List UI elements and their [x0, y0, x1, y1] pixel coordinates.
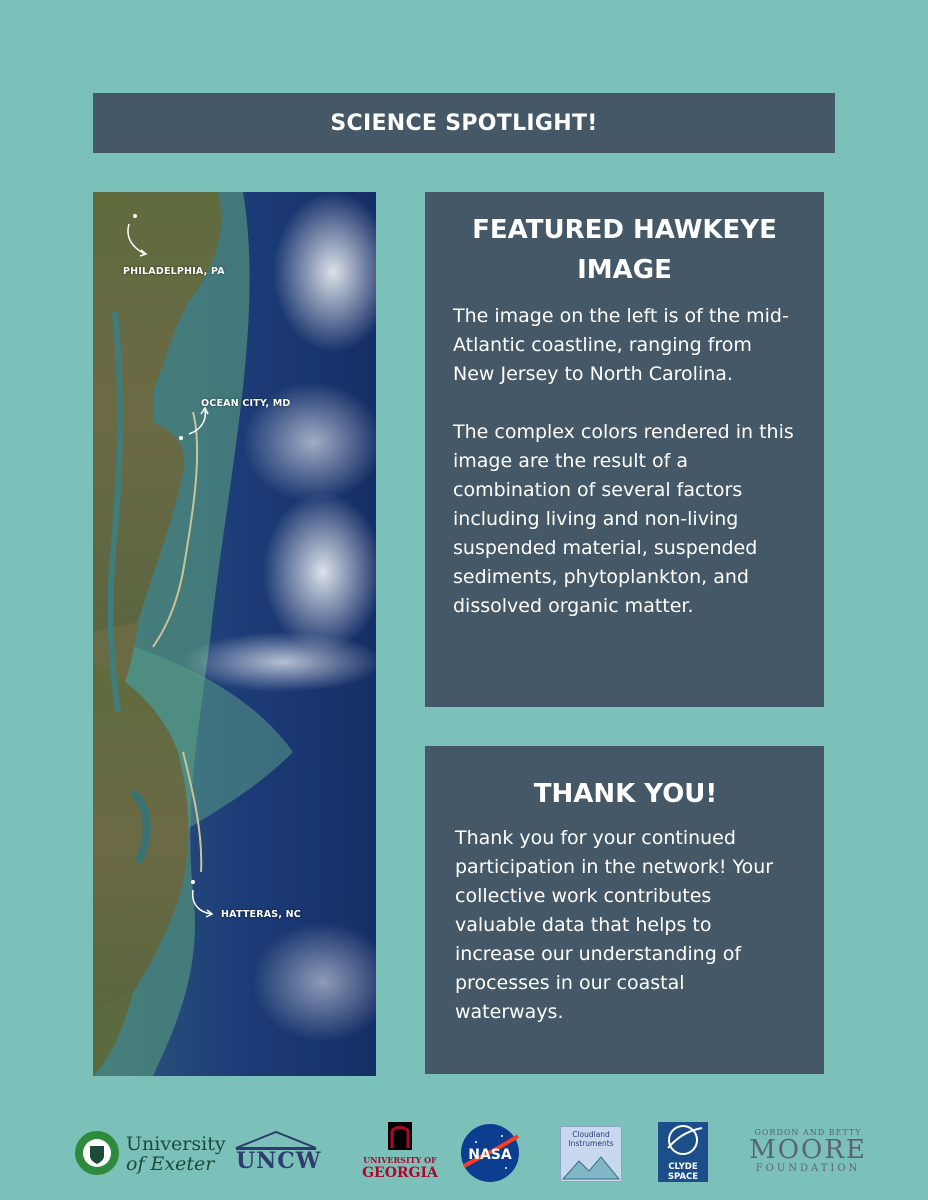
- coastline-illustration: [93, 192, 376, 1076]
- spotlight-banner: [93, 93, 835, 153]
- exeter-wordmark: [126, 1134, 226, 1174]
- uncw-wordmark: UNCW: [236, 1148, 322, 1174]
- uga-arch-icon: [388, 1122, 412, 1150]
- nasa-logo: [458, 1122, 522, 1184]
- uga-logo: [360, 1122, 440, 1184]
- mountain-icon: [561, 1153, 621, 1181]
- banner-title: SCIENCE SPOTLIGHT!: [330, 110, 598, 136]
- clyde-swoosh-icon: [658, 1122, 708, 1158]
- label-ocean-city: OCEAN CITY, MD: [201, 398, 291, 409]
- partner-logos: [60, 1118, 870, 1188]
- thanks-paragraph: Thank you for your continued participation in the network! Your collective work contributes valuable data that helps to increase our understanding of processes in our coastal waterways.: [455, 827, 774, 1023]
- label-hatteras: HATTERAS, NC: [221, 909, 301, 920]
- moore-line2: MOORE: [749, 1135, 867, 1165]
- uga-wordmark: UNIVERSITY OF GEORGIA: [362, 1155, 438, 1181]
- moore-line1: GORDON AND BETTY: [754, 1128, 862, 1137]
- thanks-heading: THANK YOU!: [533, 779, 718, 809]
- clyde-space-logo: [658, 1122, 708, 1182]
- moore-foundation-logo: [748, 1128, 868, 1180]
- label-philadelphia: PHILADELPHIA, PA: [123, 266, 225, 277]
- featured-heading-line1: FEATURED HAWKEYE: [472, 215, 777, 245]
- uncw-logo: [234, 1130, 322, 1178]
- satellite-image: [93, 192, 376, 1076]
- exeter-crest-icon: [74, 1130, 120, 1176]
- moore-line3: FOUNDATION: [755, 1163, 861, 1174]
- clyde-wordmark: CLYDE SPACE: [667, 1162, 699, 1182]
- svg-text:NASA: NASA: [468, 1147, 512, 1163]
- cloudland-logo: [560, 1126, 622, 1182]
- featured-heading-line2: IMAGE: [577, 255, 672, 285]
- exeter-logo: [74, 1128, 224, 1180]
- featured-image-panel: [425, 192, 824, 707]
- nasa-meatball-icon: [458, 1122, 522, 1184]
- featured-paragraph-1: The image on the left is of the mid-Atlantic coastline, ranging from New Jersey to North Carolina.: [453, 305, 789, 385]
- featured-heading: [453, 210, 796, 290]
- thank-you-panel: [425, 746, 824, 1074]
- featured-paragraph-2: The complex colors rendered in this image are the result of a combination of several factors including living and non-living suspended material, suspended sediments, phytoplankton, and dissolved organic matter.: [453, 421, 794, 617]
- uncw-pediment-icon: [234, 1130, 318, 1150]
- exeter-line1: University: [126, 1133, 226, 1155]
- exeter-line2: of Exeter: [126, 1153, 215, 1175]
- cloudland-wordmark: Cloudland Instruments: [568, 1130, 614, 1148]
